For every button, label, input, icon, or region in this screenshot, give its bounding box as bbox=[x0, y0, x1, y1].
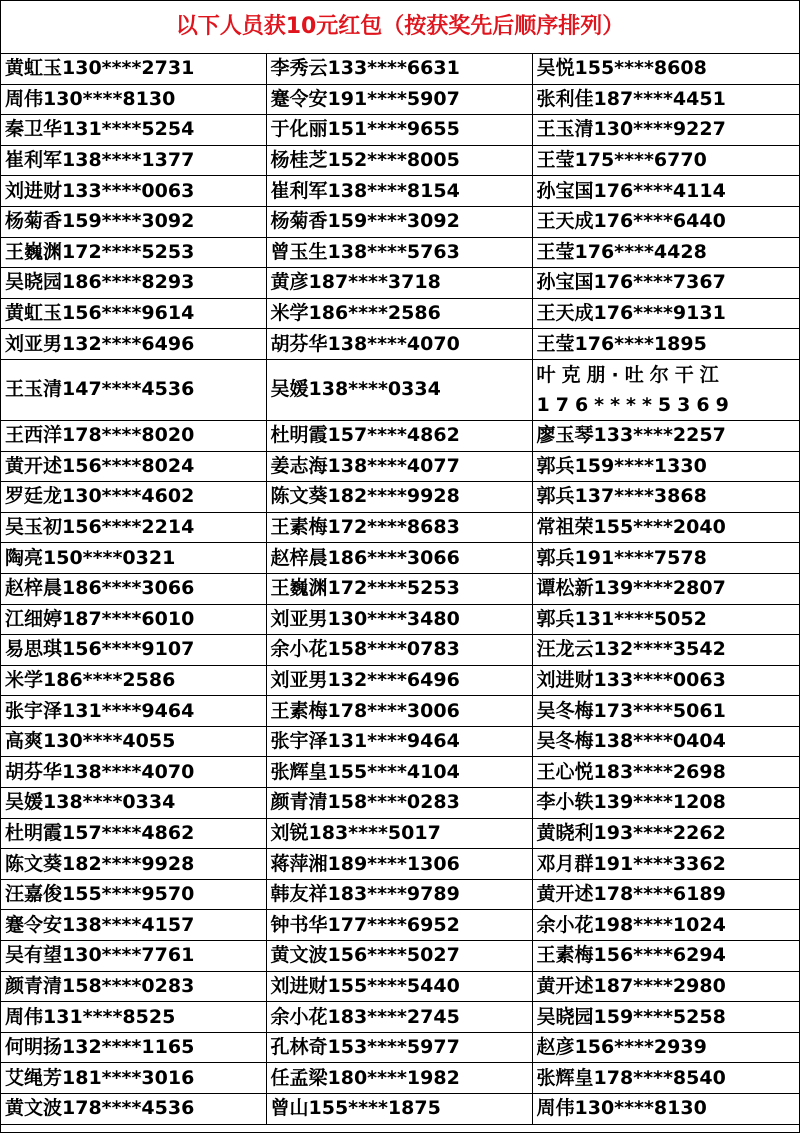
table-row bbox=[1, 298, 799, 329]
winner-cell: 蹇令安191****5907 bbox=[266, 84, 532, 115]
winner-cell: 刘进财133****0063 bbox=[532, 665, 799, 696]
table-row bbox=[1, 818, 799, 849]
table-row bbox=[1, 54, 799, 84]
winner-cell: 刘进财155****5440 bbox=[266, 971, 532, 1002]
winner-cell: 吴媛138****0334 bbox=[1, 788, 266, 819]
table-row bbox=[1, 512, 799, 543]
winner-cell: 吴晓园159****5258 bbox=[532, 1002, 799, 1033]
winners-table bbox=[1, 54, 799, 1125]
winner-cell: 颜青清158****0283 bbox=[1, 971, 266, 1002]
table-row bbox=[1, 941, 799, 972]
winner-cell: 刘亚男132****6496 bbox=[1, 329, 266, 360]
winner-cell: 秦卫华131****5254 bbox=[1, 115, 266, 146]
winner-cell: 王天成176****6440 bbox=[532, 206, 799, 237]
winner-cell: 叶克朋·吐尔干江176****5369 bbox=[532, 359, 799, 420]
winner-cell: 易思琪156****9107 bbox=[1, 635, 266, 666]
winner-cell: 孙宝国176****7367 bbox=[532, 268, 799, 299]
table-row bbox=[1, 329, 799, 360]
winner-cell: 周伟130****8130 bbox=[1, 84, 266, 115]
winner-cell: 任孟梁180****1982 bbox=[266, 1063, 532, 1094]
winner-cell: 刘进财133****0063 bbox=[1, 176, 266, 207]
winner-cell: 杜明霞157****4862 bbox=[1, 818, 266, 849]
table-row bbox=[1, 573, 799, 604]
winner-cell: 吴有望130****7761 bbox=[1, 941, 266, 972]
winner-cell: 黄开述178****6189 bbox=[532, 879, 799, 910]
table-row bbox=[1, 696, 799, 727]
winner-cell: 黄晓利193****2262 bbox=[532, 818, 799, 849]
winner-cell: 汪龙云132****3542 bbox=[532, 635, 799, 666]
winner-cell: 陶亮150****0321 bbox=[1, 543, 266, 574]
winner-cell: 王素梅156****6294 bbox=[532, 941, 799, 972]
winner-cell: 高爽130****4055 bbox=[1, 726, 266, 757]
winner-cell: 曾山155****1875 bbox=[266, 1094, 532, 1125]
winner-cell: 王巍渊172****5253 bbox=[1, 237, 266, 268]
table-row bbox=[1, 237, 799, 268]
winner-cell: 张宇泽131****9464 bbox=[1, 696, 266, 727]
winner-cell: 周伟130****8130 bbox=[532, 1094, 799, 1125]
winner-cell: 颜青清158****0283 bbox=[266, 788, 532, 819]
winner-cell: 米学186****2586 bbox=[1, 665, 266, 696]
winner-cell: 王莹176****4428 bbox=[532, 237, 799, 268]
winner-cell: 张辉皇178****8540 bbox=[532, 1063, 799, 1094]
winner-cell: 郭兵137****3868 bbox=[532, 482, 799, 513]
table-row bbox=[1, 268, 799, 299]
winner-cell: 黄开述187****2980 bbox=[532, 971, 799, 1002]
table-row bbox=[1, 1002, 799, 1033]
winner-cell: 杨菊香159****3092 bbox=[266, 206, 532, 237]
table-row bbox=[1, 635, 799, 666]
winner-cell: 王玉清147****4536 bbox=[1, 359, 266, 420]
table-row bbox=[1, 543, 799, 574]
winner-cell: 黄文波156****5027 bbox=[266, 941, 532, 972]
winner-cell: 江细婷187****6010 bbox=[1, 604, 266, 635]
winner-cell: 胡芬华138****4070 bbox=[266, 329, 532, 360]
table-row bbox=[1, 726, 799, 757]
winner-cell: 杨桂芝152****8005 bbox=[266, 145, 532, 176]
winner-cell: 曾玉生138****5763 bbox=[266, 237, 532, 268]
table-row bbox=[1, 1063, 799, 1094]
table-row bbox=[1, 359, 799, 420]
winner-cell: 吴玉初156****2214 bbox=[1, 512, 266, 543]
winner-cell: 张利佳187****4451 bbox=[532, 84, 799, 115]
table-row bbox=[1, 1094, 799, 1125]
winner-cell: 王巍渊172****5253 bbox=[266, 573, 532, 604]
winner-cell: 刘亚男132****6496 bbox=[266, 665, 532, 696]
winner-cell: 韩友祥183****9789 bbox=[266, 879, 532, 910]
winner-cell: 李小轶139****1208 bbox=[532, 788, 799, 819]
table-row bbox=[1, 971, 799, 1002]
winner-cell: 陈文葵182****9928 bbox=[1, 849, 266, 880]
winner-cell: 赵彦156****2939 bbox=[532, 1032, 799, 1063]
winner-cell: 张宇泽131****9464 bbox=[266, 726, 532, 757]
page-title: 以下人员获10元红包（按获奖先后顺序排列） bbox=[1, 1, 799, 54]
winner-cell: 王西洋178****8020 bbox=[1, 420, 266, 451]
winner-cell: 廖玉琴133****2257 bbox=[532, 420, 799, 451]
winner-cell: 刘锐183****5017 bbox=[266, 818, 532, 849]
table-row bbox=[1, 176, 799, 207]
table-row bbox=[1, 1032, 799, 1063]
winner-cell: 黄文波178****4536 bbox=[1, 1094, 266, 1125]
winner-cell: 蹇令安138****4157 bbox=[1, 910, 266, 941]
winner-cell: 杨菊香159****3092 bbox=[1, 206, 266, 237]
winner-cell: 胡芬华138****4070 bbox=[1, 757, 266, 788]
winner-cell: 邓月群191****3362 bbox=[532, 849, 799, 880]
winner-cell: 杜明霞157****4862 bbox=[266, 420, 532, 451]
winner-cell: 吴冬梅138****0404 bbox=[532, 726, 799, 757]
table-row bbox=[1, 604, 799, 635]
winner-cell: 余小花158****0783 bbox=[266, 635, 532, 666]
table-row bbox=[1, 420, 799, 451]
winner-cell: 王玉清130****9227 bbox=[532, 115, 799, 146]
winner-cell: 郭兵131****5052 bbox=[532, 604, 799, 635]
table-row bbox=[1, 451, 799, 482]
table-row bbox=[1, 206, 799, 237]
winner-cell: 黄虹玉130****2731 bbox=[1, 54, 266, 84]
winner-cell: 张辉皇155****4104 bbox=[266, 757, 532, 788]
winner-cell: 吴晓园186****8293 bbox=[1, 268, 266, 299]
table-row bbox=[1, 879, 799, 910]
winner-cell: 吴冬梅173****5061 bbox=[532, 696, 799, 727]
table-row bbox=[1, 115, 799, 146]
winner-cell: 汪嘉俊155****9570 bbox=[1, 879, 266, 910]
winner-cell: 谭松新139****2807 bbox=[532, 573, 799, 604]
winner-cell: 孔林奇153****5977 bbox=[266, 1032, 532, 1063]
winner-cell: 李秀云133****6631 bbox=[266, 54, 532, 84]
winner-cell: 罗廷龙130****4602 bbox=[1, 482, 266, 513]
winners-table-body bbox=[1, 54, 799, 1124]
winner-cell: 余小花198****1024 bbox=[532, 910, 799, 941]
winner-cell: 周伟131****8525 bbox=[1, 1002, 266, 1033]
winner-cell: 吴悦155****8608 bbox=[532, 54, 799, 84]
table-row bbox=[1, 910, 799, 941]
winner-cell: 王素梅172****8683 bbox=[266, 512, 532, 543]
winner-cell: 余小花183****2745 bbox=[266, 1002, 532, 1033]
winner-cell: 黄虹玉156****9614 bbox=[1, 298, 266, 329]
winner-cell: 王天成176****9131 bbox=[532, 298, 799, 329]
table-row bbox=[1, 788, 799, 819]
winner-cell: 赵梓晨186****3066 bbox=[266, 543, 532, 574]
winner-cell: 孙宝国176****4114 bbox=[532, 176, 799, 207]
table-row bbox=[1, 84, 799, 115]
winner-cell: 王莹175****6770 bbox=[532, 145, 799, 176]
winner-cell: 郭兵159****1330 bbox=[532, 451, 799, 482]
winner-cell: 钟书华177****6952 bbox=[266, 910, 532, 941]
winner-cell: 崔利军138****8154 bbox=[266, 176, 532, 207]
table-row bbox=[1, 482, 799, 513]
winner-cell: 王莹176****1895 bbox=[532, 329, 799, 360]
winner-cell: 何明扬132****1165 bbox=[1, 1032, 266, 1063]
table-row bbox=[1, 757, 799, 788]
winner-cell: 崔利军138****1377 bbox=[1, 145, 266, 176]
winner-cell: 刘亚男130****3480 bbox=[266, 604, 532, 635]
winner-cell: 王心悦183****2698 bbox=[532, 757, 799, 788]
table-row bbox=[1, 145, 799, 176]
winner-cell: 吴媛138****0334 bbox=[266, 359, 532, 420]
winner-cell: 艾绳芳181****3016 bbox=[1, 1063, 266, 1094]
winner-cell: 陈文葵182****9928 bbox=[266, 482, 532, 513]
winner-cell: 黄开述156****8024 bbox=[1, 451, 266, 482]
winner-cell: 王素梅178****3006 bbox=[266, 696, 532, 727]
winner-cell: 于化丽151****9655 bbox=[266, 115, 532, 146]
winner-cell: 郭兵191****7578 bbox=[532, 543, 799, 574]
winner-cell: 蒋萍湘189****1306 bbox=[266, 849, 532, 880]
winner-cell: 赵梓晨186****3066 bbox=[1, 573, 266, 604]
winner-cell: 黄彦187****3718 bbox=[266, 268, 532, 299]
winner-cell: 米学186****2586 bbox=[266, 298, 532, 329]
table-row bbox=[1, 665, 799, 696]
winner-cell: 常祖荣155****2040 bbox=[532, 512, 799, 543]
table-row bbox=[1, 849, 799, 880]
winner-cell: 姜志海138****4077 bbox=[266, 451, 532, 482]
